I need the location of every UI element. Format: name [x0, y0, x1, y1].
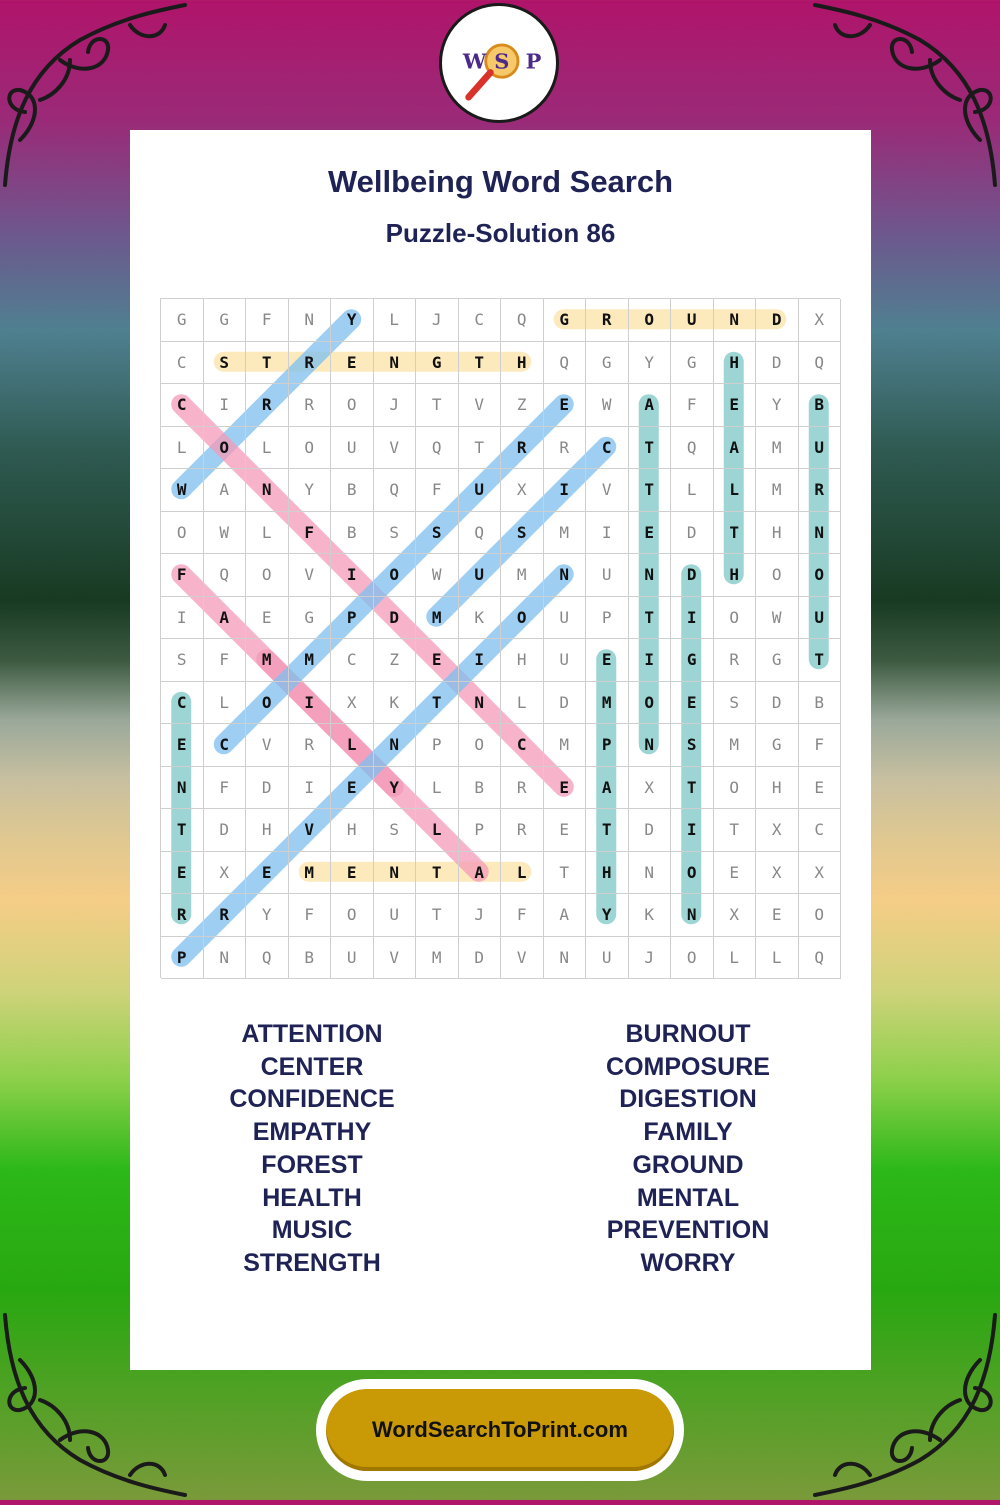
word-search-grid	[160, 298, 840, 978]
letter-grid	[160, 298, 840, 978]
grid-cell[interactable]: I	[629, 639, 672, 682]
page-title: Wellbeing Word Search	[327, 164, 674, 199]
grid-cell[interactable]: L	[246, 427, 289, 470]
grid-cell[interactable]: Q	[671, 427, 714, 470]
grid-cell[interactable]: X	[629, 767, 672, 810]
grid-cell[interactable]: F	[671, 384, 714, 427]
grid-cell[interactable]: T	[629, 427, 672, 470]
grid-cell[interactable]: D	[246, 767, 289, 810]
grid-cell[interactable]: X	[756, 852, 799, 895]
grid-cell[interactable]: L	[501, 682, 544, 725]
grid-cell[interactable]: T	[629, 597, 672, 640]
grid-cell[interactable]: E	[544, 767, 587, 810]
word-list-item: MUSIC	[271, 1216, 353, 1245]
grid-cell[interactable]: C	[161, 384, 204, 427]
word-list-item: FAMILY	[643, 1118, 733, 1147]
grid-cell[interactable]: S	[374, 512, 417, 555]
grid-cell[interactable]: G	[289, 597, 332, 640]
grid-cell[interactable]: D	[204, 809, 247, 852]
grid-cell[interactable]: C	[501, 724, 544, 767]
grid-cell[interactable]: W	[586, 384, 629, 427]
grid-cell[interactable]: T	[799, 639, 842, 682]
word-list-item: STRENGTH	[243, 1248, 381, 1277]
grid-cell[interactable]: I	[671, 597, 714, 640]
grid-cell[interactable]: B	[799, 384, 842, 427]
grid-cell[interactable]: K	[459, 597, 502, 640]
grid-cell[interactable]: A	[544, 894, 587, 937]
grid-cell[interactable]: T	[416, 852, 459, 895]
grid-cell[interactable]: R	[799, 469, 842, 512]
grid-cell[interactable]: I	[289, 767, 332, 810]
grid-cell[interactable]: X	[799, 299, 842, 342]
grid-cell[interactable]: G	[671, 342, 714, 385]
grid-cell[interactable]: E	[161, 724, 204, 767]
grid-cell[interactable]: C	[331, 639, 374, 682]
grid-cell[interactable]: F	[501, 894, 544, 937]
grid-cell[interactable]: O	[629, 682, 672, 725]
grid-cell[interactable]: N	[671, 894, 714, 937]
grid-cell[interactable]: L	[416, 767, 459, 810]
grid-cell[interactable]: W	[204, 512, 247, 555]
grid-cell[interactable]: T	[714, 512, 757, 555]
grid-cell[interactable]: C	[586, 427, 629, 470]
grid-cell[interactable]: O	[629, 299, 672, 342]
grid-cell[interactable]: X	[501, 469, 544, 512]
grid-cell[interactable]: M	[544, 724, 587, 767]
grid-cell[interactable]: R	[289, 724, 332, 767]
grid-cell[interactable]: O	[161, 512, 204, 555]
grid-cell[interactable]: F	[289, 512, 332, 555]
grid-cell[interactable]: H	[756, 767, 799, 810]
word-list-item: COMPOSURE	[606, 1052, 770, 1081]
grid-cell[interactable]: E	[714, 852, 757, 895]
grid-cell[interactable]: A	[204, 469, 247, 512]
grid-cell[interactable]: M	[246, 639, 289, 682]
grid-cell[interactable]: S	[501, 512, 544, 555]
grid-cell[interactable]: E	[756, 894, 799, 937]
grid-cell[interactable]: T	[246, 342, 289, 385]
grid-cell[interactable]: M	[416, 597, 459, 640]
grid-cell[interactable]: D	[671, 554, 714, 597]
grid-cell[interactable]: L	[331, 724, 374, 767]
grid-cell[interactable]: L	[416, 809, 459, 852]
grid-cell[interactable]: L	[756, 937, 799, 980]
grid-cell[interactable]: N	[246, 469, 289, 512]
grid-cell[interactable]: L	[204, 682, 247, 725]
grid-cell[interactable]: U	[374, 894, 417, 937]
grid-cell[interactable]: N	[161, 767, 204, 810]
grid-cell[interactable]: N	[544, 937, 587, 980]
grid-cell[interactable]: N	[374, 852, 417, 895]
word-list-item: EMPATHY	[252, 1118, 372, 1147]
grid-cell[interactable]: Q	[544, 342, 587, 385]
grid-cell[interactable]: D	[671, 512, 714, 555]
grid-cell[interactable]: E	[416, 639, 459, 682]
grid-cell[interactable]: M	[756, 469, 799, 512]
word-list-item: CONFIDENCE	[229, 1085, 395, 1114]
grid-cell[interactable]: F	[204, 767, 247, 810]
grid-cell[interactable]: T	[416, 894, 459, 937]
page-subtitle: Puzzle-Solution 86	[385, 218, 616, 248]
grid-cell[interactable]: X	[204, 852, 247, 895]
grid-cell[interactable]: A	[714, 427, 757, 470]
footer-link[interactable]: WordSearchToPrint.com	[326, 1389, 674, 1471]
grid-cell[interactable]: N	[459, 682, 502, 725]
grid-cell[interactable]: R	[501, 767, 544, 810]
grid-cell[interactable]: N	[629, 554, 672, 597]
word-list-item: GROUND	[632, 1150, 744, 1179]
grid-cell[interactable]: W	[756, 597, 799, 640]
grid-cell[interactable]: D	[629, 809, 672, 852]
grid-cell[interactable]: J	[629, 937, 672, 980]
grid-cell[interactable]: Q	[204, 554, 247, 597]
grid-cell[interactable]: O	[204, 427, 247, 470]
word-list-item: ATTENTION	[241, 1020, 383, 1048]
grid-cell[interactable]: G	[671, 639, 714, 682]
grid-cell[interactable]: N	[374, 724, 417, 767]
grid-cell[interactable]: H	[331, 809, 374, 852]
grid-cell[interactable]: D	[374, 597, 417, 640]
grid-cell[interactable]: E	[246, 852, 289, 895]
grid-cell[interactable]: E	[714, 384, 757, 427]
grid-cell[interactable]: P	[331, 597, 374, 640]
grid-cell[interactable]: S	[671, 724, 714, 767]
grid-cell[interactable]: D	[756, 682, 799, 725]
grid-cell[interactable]: O	[799, 894, 842, 937]
grid-cell[interactable]: L	[374, 299, 417, 342]
grid-cell[interactable]: V	[374, 937, 417, 980]
grid-cell[interactable]: E	[671, 682, 714, 725]
grid-cell[interactable]: I	[671, 809, 714, 852]
grid-cell[interactable]: A	[204, 597, 247, 640]
grid-cell[interactable]: R	[246, 384, 289, 427]
grid-cell[interactable]: V	[374, 427, 417, 470]
grid-cell[interactable]: L	[501, 852, 544, 895]
grid-cell[interactable]: F	[799, 724, 842, 767]
grid-cell[interactable]: C	[204, 724, 247, 767]
grid-cell[interactable]: H	[246, 809, 289, 852]
grid-cell[interactable]: H	[756, 512, 799, 555]
logo-letter-s: S	[494, 48, 510, 74]
grid-cell[interactable]: R	[714, 639, 757, 682]
grid-cell[interactable]: U	[799, 427, 842, 470]
grid-cell[interactable]: I	[331, 554, 374, 597]
grid-cell[interactable]: Q	[799, 342, 842, 385]
grid-cell[interactable]: M	[544, 512, 587, 555]
puzzle-card	[130, 130, 871, 1370]
grid-cell[interactable]: X	[756, 809, 799, 852]
logo-letter-p: P	[525, 48, 542, 74]
grid-cell[interactable]: N	[799, 512, 842, 555]
grid-cell[interactable]: Q	[501, 299, 544, 342]
grid-cell[interactable]: H	[586, 852, 629, 895]
word-list-left	[162, 1018, 462, 1280]
grid-cell[interactable]: T	[671, 767, 714, 810]
grid-cell[interactable]: M	[289, 852, 332, 895]
grid-cell[interactable]: Y	[629, 342, 672, 385]
grid-cell[interactable]: T	[714, 809, 757, 852]
grid-cell[interactable]: D	[459, 937, 502, 980]
grid-cell[interactable]: Q	[799, 937, 842, 980]
grid-cell[interactable]: N	[629, 724, 672, 767]
grid-cell[interactable]: U	[586, 937, 629, 980]
grid-cell[interactable]: S	[204, 342, 247, 385]
grid-cell[interactable]: I	[544, 469, 587, 512]
grid-cell[interactable]: V	[459, 384, 502, 427]
grid-cell[interactable]: P	[459, 809, 502, 852]
grid-cell[interactable]: H	[501, 639, 544, 682]
grid-cell[interactable]: E	[331, 767, 374, 810]
grid-cell[interactable]: D	[756, 299, 799, 342]
grid-cell[interactable]: O	[671, 852, 714, 895]
grid-cell[interactable]: A	[629, 384, 672, 427]
magnifier-icon	[442, 6, 556, 120]
grid-cell[interactable]: S	[416, 512, 459, 555]
grid-cell[interactable]: T	[416, 384, 459, 427]
grid-cell[interactable]: R	[161, 894, 204, 937]
grid-cell[interactable]: U	[799, 597, 842, 640]
grid-cell[interactable]: F	[246, 299, 289, 342]
word-list-item: MENTAL	[636, 1183, 740, 1212]
grid-cell[interactable]: R	[586, 299, 629, 342]
site-logo[interactable]	[439, 3, 559, 123]
grid-cell[interactable]: T	[416, 682, 459, 725]
grid-cell[interactable]: R	[204, 894, 247, 937]
grid-cell[interactable]: G	[416, 342, 459, 385]
grid-cell[interactable]: U	[544, 597, 587, 640]
grid-cell[interactable]: Y	[586, 894, 629, 937]
word-list-item: BURNOUT	[625, 1020, 751, 1048]
grid-cell[interactable]: O	[331, 894, 374, 937]
grid-cell[interactable]: F	[416, 469, 459, 512]
grid-cell[interactable]: Y	[246, 894, 289, 937]
grid-cell[interactable]: D	[756, 342, 799, 385]
grid-cell[interactable]: B	[799, 682, 842, 725]
word-list-item: CENTER	[260, 1052, 364, 1081]
grid-cell[interactable]: T	[586, 809, 629, 852]
grid-cell[interactable]: D	[544, 682, 587, 725]
grid-cell[interactable]: O	[714, 597, 757, 640]
grid-cell[interactable]: P	[586, 597, 629, 640]
grid-cell[interactable]: E	[161, 852, 204, 895]
grid-cell[interactable]: T	[459, 342, 502, 385]
word-list-item: WORRY	[640, 1248, 736, 1277]
grid-cell[interactable]: Q	[246, 937, 289, 980]
grid-cell[interactable]: O	[289, 427, 332, 470]
grid-cell[interactable]: O	[246, 682, 289, 725]
grid-cell[interactable]: O	[374, 554, 417, 597]
grid-cell[interactable]: O	[714, 767, 757, 810]
grid-cell[interactable]: U	[671, 299, 714, 342]
grid-cell[interactable]: T	[544, 852, 587, 895]
grid-cell[interactable]: L	[714, 937, 757, 980]
grid-cell[interactable]: A	[459, 852, 502, 895]
grid-cell[interactable]: S	[161, 639, 204, 682]
grid-cell[interactable]: G	[544, 299, 587, 342]
grid-cell[interactable]: T	[629, 469, 672, 512]
grid-cell[interactable]: H	[714, 554, 757, 597]
grid-cell[interactable]: T	[161, 809, 204, 852]
grid-cell[interactable]: N	[204, 937, 247, 980]
grid-cell[interactable]: H	[714, 342, 757, 385]
grid-cell[interactable]: V	[289, 809, 332, 852]
grid-cell[interactable]: E	[799, 767, 842, 810]
grid-cell[interactable]: E	[544, 384, 587, 427]
word-list-item: FOREST	[261, 1150, 363, 1179]
grid-cell[interactable]: U	[586, 554, 629, 597]
grid-cell[interactable]: G	[161, 299, 204, 342]
grid-cell[interactable]: K	[374, 682, 417, 725]
grid-cell[interactable]: J	[416, 299, 459, 342]
grid-cell[interactable]: Y	[289, 469, 332, 512]
grid-cell[interactable]: U	[544, 639, 587, 682]
grid-cell[interactable]: Q	[416, 427, 459, 470]
grid-cell[interactable]: B	[289, 937, 332, 980]
grid-cell[interactable]: X	[799, 852, 842, 895]
grid-cell[interactable]: U	[331, 937, 374, 980]
grid-cell[interactable]: E	[629, 512, 672, 555]
grid-cell[interactable]: P	[161, 937, 204, 980]
grid-cell[interactable]: S	[374, 809, 417, 852]
grid-cell[interactable]: M	[756, 427, 799, 470]
grid-cell[interactable]: L	[161, 427, 204, 470]
grid-cell[interactable]: N	[374, 342, 417, 385]
grid-cell[interactable]: O	[501, 597, 544, 640]
grid-cell[interactable]: X	[714, 894, 757, 937]
grid-cell[interactable]: Y	[331, 299, 374, 342]
grid-cell[interactable]: X	[331, 682, 374, 725]
grid-cell[interactable]: T	[459, 427, 502, 470]
grid-cell[interactable]: E	[331, 342, 374, 385]
grid-cell[interactable]: J	[459, 894, 502, 937]
grid-cell[interactable]: I	[204, 384, 247, 427]
grid-cell[interactable]: O	[459, 724, 502, 767]
grid-cell[interactable]: O	[246, 554, 289, 597]
grid-cell[interactable]: V	[501, 937, 544, 980]
grid-cell[interactable]: M	[289, 639, 332, 682]
grid-cell[interactable]: E	[586, 639, 629, 682]
grid-cell[interactable]: N	[629, 852, 672, 895]
footer-badge[interactable]	[316, 1379, 684, 1481]
grid-cell[interactable]: U	[459, 469, 502, 512]
grid-cell[interactable]: Z	[374, 639, 417, 682]
grid-cell[interactable]: V	[289, 554, 332, 597]
grid-cell[interactable]: C	[161, 682, 204, 725]
grid-cell[interactable]: U	[459, 554, 502, 597]
grid-cell[interactable]: Z	[501, 384, 544, 427]
grid-cell[interactable]: P	[586, 724, 629, 767]
word-list-item: PREVENTION	[606, 1216, 770, 1245]
grid-cell[interactable]: G	[756, 639, 799, 682]
grid-cell[interactable]: O	[756, 554, 799, 597]
grid-cell[interactable]: V	[246, 724, 289, 767]
grid-cell[interactable]: I	[586, 512, 629, 555]
grid-cell[interactable]: S	[714, 682, 757, 725]
grid-cell[interactable]: B	[331, 469, 374, 512]
grid-cell[interactable]: O	[799, 554, 842, 597]
grid-cell[interactable]: M	[714, 724, 757, 767]
grid-cell[interactable]: P	[416, 724, 459, 767]
grid-cell[interactable]: B	[331, 512, 374, 555]
grid-cell[interactable]: E	[246, 597, 289, 640]
grid-cell[interactable]: L	[246, 512, 289, 555]
grid-cell[interactable]: G	[756, 724, 799, 767]
grid-cell[interactable]: E	[331, 852, 374, 895]
grid-cell[interactable]: I	[459, 639, 502, 682]
grid-cell[interactable]: R	[289, 342, 332, 385]
grid-cell[interactable]: Y	[756, 384, 799, 427]
grid-cell[interactable]: C	[161, 342, 204, 385]
grid-cell[interactable]: G	[586, 342, 629, 385]
grid-cell[interactable]: M	[501, 554, 544, 597]
grid-cell[interactable]: L	[671, 469, 714, 512]
grid-cell[interactable]: R	[544, 427, 587, 470]
grid-cell[interactable]: F	[161, 554, 204, 597]
grid-cell[interactable]: B	[459, 767, 502, 810]
grid-cell[interactable]: Q	[374, 469, 417, 512]
grid-cell[interactable]: N	[289, 299, 332, 342]
grid-cell[interactable]: K	[629, 894, 672, 937]
grid-cell[interactable]: R	[501, 809, 544, 852]
grid-cell[interactable]: M	[586, 682, 629, 725]
grid-cell[interactable]: F	[289, 894, 332, 937]
logo-letter-w: W	[462, 48, 487, 74]
grid-cell[interactable]: N	[714, 299, 757, 342]
grid-cell[interactable]: G	[204, 299, 247, 342]
grid-cell[interactable]: E	[544, 809, 587, 852]
grid-cell[interactable]: O	[331, 384, 374, 427]
grid-cell[interactable]: R	[289, 384, 332, 427]
word-list-right	[538, 1018, 838, 1280]
grid-cell[interactable]: H	[501, 342, 544, 385]
grid-cell[interactable]: C	[799, 809, 842, 852]
grid-cell[interactable]: U	[331, 427, 374, 470]
grid-cell[interactable]: A	[586, 767, 629, 810]
grid-cell[interactable]: V	[586, 469, 629, 512]
grid-cell[interactable]: Q	[459, 512, 502, 555]
grid-cell[interactable]: W	[161, 469, 204, 512]
grid-cell[interactable]: F	[204, 639, 247, 682]
grid-cell[interactable]: L	[714, 469, 757, 512]
grid-cell[interactable]: I	[161, 597, 204, 640]
grid-cell[interactable]: M	[416, 937, 459, 980]
grid-cell[interactable]: J	[374, 384, 417, 427]
grid-cell[interactable]: Y	[374, 767, 417, 810]
word-list-item: HEALTH	[262, 1183, 362, 1212]
word-list-item: DIGESTION	[619, 1085, 757, 1114]
grid-cell[interactable]: N	[544, 554, 587, 597]
grid-cell[interactable]: R	[501, 427, 544, 470]
grid-cell[interactable]: C	[459, 299, 502, 342]
grid-cell[interactable]: W	[416, 554, 459, 597]
grid-cell[interactable]: O	[671, 937, 714, 980]
grid-cell[interactable]: I	[289, 682, 332, 725]
